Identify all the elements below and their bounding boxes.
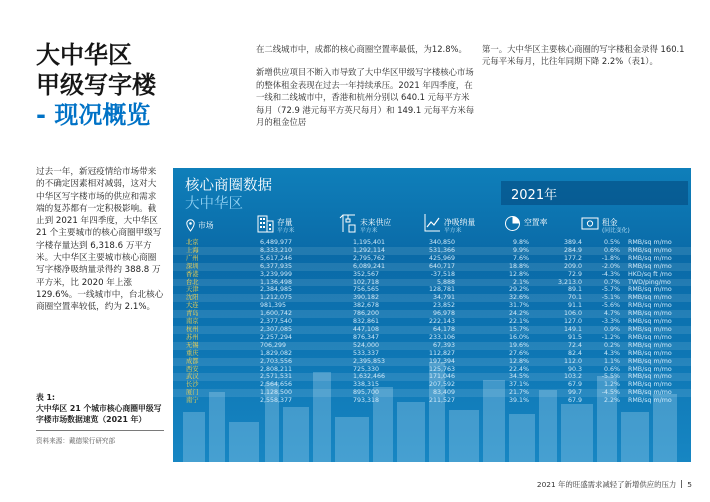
cell-rent-change: -4.3% [601, 270, 620, 278]
table-row [173, 373, 691, 381]
cell-city: 大连 [186, 302, 199, 310]
cell-supply: 895,700 [353, 389, 380, 397]
cell-stock: 2,257,294 [260, 333, 293, 341]
cell-city: 成都 [186, 357, 199, 365]
cell-rent-unit: RMB/sq m/mo [628, 357, 672, 365]
cell-stock: 6,489,977 [260, 239, 293, 246]
cell-rent-change: 4.3% [604, 349, 620, 357]
cell-rent-unit: RMB/sq m/mo [628, 302, 672, 310]
cell-supply: 533,337 [353, 349, 380, 357]
table-row [173, 381, 691, 389]
header-stock [257, 213, 294, 239]
cell-vacancy: 27.6% [508, 349, 529, 357]
cell-rent: 67.9 [567, 381, 582, 389]
cell-vacancy: 22.1% [508, 318, 529, 326]
pie-chart-icon [504, 215, 521, 232]
cell-stock: 2,571,531 [260, 373, 293, 381]
cell-absorption: 197,394 [428, 357, 455, 365]
year-banner [501, 181, 688, 205]
page-number: 5 [687, 480, 692, 489]
table-row [173, 389, 691, 397]
cell-supply: 352,567 [353, 270, 380, 278]
cell-rent-change: -5.7% [601, 286, 620, 294]
cell-rent-change: 0.5% [604, 239, 620, 246]
cell-supply: 2,795,762 [353, 254, 386, 262]
cell-city: 广州 [186, 254, 199, 262]
cell-city: 沈阳 [186, 294, 199, 302]
cell-rent: 67.9 [567, 397, 582, 405]
cell-absorption: 34,791 [432, 294, 455, 302]
intro-paragraph: 过去一年，新冠疫情给市场带来的不确定因素相对减弱，这对大中华区写字楼市场的供应和需求端的复苏都有一定积极影响。截止到 2021 年四季度，大中华区 21 个主要城市的核心商圈甲级写字楼存量达到 6,318.6 万平方米。大中华区主要城市核心商圈写字楼净吸纳量录得约 388.8 万平方米，比 2020 年上涨 129.6%。一线城市中，台北核心商圈空置率较低，约为 2.1%。 [36, 167, 164, 313]
body-column-3 [482, 43, 692, 68]
cell-rent-unit: RMB/sq m/mo [628, 349, 672, 357]
cell-absorption: 207,592 [428, 381, 455, 389]
cell-vacancy: 39.1% [508, 397, 529, 405]
table-row [173, 255, 691, 263]
cell-stock: 981,395 [260, 302, 287, 310]
cell-rent-unit: RMB/sq m/mo [628, 262, 672, 270]
table-row [173, 366, 691, 374]
header-city [186, 213, 214, 239]
cell-rent: 72.9 [567, 270, 582, 278]
cell-absorption: 64,178 [432, 325, 455, 333]
cell-vacancy: 19.6% [508, 341, 529, 349]
cell-rent: 99.7 [567, 389, 582, 397]
cell-rent-unit: RMB/sq m/mo [628, 389, 672, 397]
table-row [173, 271, 691, 279]
cell-stock: 5,617,246 [260, 254, 293, 262]
cell-supply: 338,315 [353, 381, 380, 389]
cell-rent: 91.5 [567, 333, 582, 341]
cell-stock: 2,808,211 [260, 365, 293, 373]
caption-title: 大中华区 21 个城市核心商圈甲级写字楼市场数据速览（2021 年） [36, 404, 162, 424]
cell-absorption: 112,827 [428, 349, 455, 357]
header-absorption-label: 净吸纳量 [444, 218, 476, 227]
cell-city: 武汉 [186, 373, 199, 381]
cell-stock: 2,564,656 [260, 381, 293, 389]
cell-supply: 2,395,853 [353, 357, 386, 365]
cell-rent-change: 4.7% [604, 310, 620, 318]
cell-stock: 1,128,500 [260, 389, 293, 397]
cell-supply: 524,000 [353, 341, 380, 349]
table-row [173, 318, 691, 326]
cell-supply: 1,632,466 [353, 373, 386, 381]
cell-absorption: -37,518 [430, 270, 455, 278]
cell-rent-change: 1.2% [604, 381, 620, 389]
header-supply-label: 未来供应 [360, 218, 392, 227]
cell-rent-change: -1.8% [601, 254, 620, 262]
cell-supply: 832,861 [353, 318, 380, 326]
cell-stock: 6,377,935 [260, 262, 293, 270]
cell-absorption: 211,527 [428, 397, 455, 405]
cell-rent-change: 0.9% [604, 325, 620, 333]
cell-rent-change: 0.7% [604, 278, 620, 286]
heading-line-2: 甲级写字楼 [36, 71, 156, 99]
cell-supply: 1,195,401 [353, 239, 386, 246]
cell-rent-change: -5.5% [601, 373, 620, 381]
cell-stock: 2,307,085 [260, 325, 293, 333]
cell-rent-change: -1.2% [601, 333, 620, 341]
cell-city: 无锡 [186, 341, 199, 349]
cell-rent: 106.0 [563, 310, 582, 318]
cell-rent-unit: RMB/sq m/mo [628, 365, 672, 373]
cell-absorption: 640,717 [428, 262, 455, 270]
cell-rent-unit: RMB/sq m/mo [628, 246, 672, 254]
table-body [173, 239, 691, 405]
table-row [173, 334, 691, 342]
table-row [173, 326, 691, 334]
cell-absorption: 425,969 [428, 254, 455, 262]
page-heading [36, 40, 156, 130]
table-row [173, 342, 691, 350]
cell-rent-unit: RMB/sq m/mo [628, 397, 672, 405]
money-icon [581, 215, 599, 232]
cell-rent-unit: TWD/ping/mo [628, 278, 671, 286]
cell-supply: 102,718 [353, 278, 380, 286]
cell-city: 杭州 [186, 325, 199, 333]
heading-line-1: 大中华区 [36, 41, 132, 69]
header-stock-label: 存量 [277, 218, 293, 227]
cell-vacancy: 22.4% [508, 365, 529, 373]
cell-supply: 793,318 [353, 397, 380, 405]
cell-vacancy: 29.2% [508, 286, 529, 294]
cell-rent: 284.9 [563, 246, 582, 254]
cell-rent: 103.2 [563, 373, 582, 381]
cell-rent: 91.1 [567, 302, 582, 310]
cell-absorption: 222,143 [428, 318, 455, 326]
table-row [173, 302, 691, 310]
cell-vacancy: 18.8% [508, 262, 529, 270]
header-supply-unit: 平方米 [360, 228, 378, 234]
cell-stock: 2,703,556 [260, 357, 293, 365]
table-row [173, 294, 691, 302]
cell-rent-change: 0.2% [604, 341, 620, 349]
cell-absorption: 67,393 [432, 341, 455, 349]
footer-text: 2021 年的旺盛需求减轻了新增供应的压力 [536, 480, 677, 489]
cell-rent: 89.1 [567, 286, 582, 294]
cell-vacancy: 9.9% [513, 246, 529, 254]
cell-rent-unit: RMB/sq m/mo [628, 239, 672, 246]
cell-supply: 725,330 [353, 365, 380, 373]
cell-rent: 149.1 [563, 325, 582, 333]
cell-absorption: 531,366 [428, 246, 455, 254]
trend-chart-icon [424, 213, 441, 233]
cell-city: 南京 [186, 318, 199, 326]
cell-city: 重庆 [186, 349, 199, 357]
cell-vacancy: 2.1% [513, 278, 529, 286]
cell-rent-change: -3.3% [601, 318, 620, 326]
header-rent-label: 租金 [602, 218, 618, 227]
cell-city: 香港 [186, 270, 199, 278]
cell-vacancy: 31.7% [508, 302, 529, 310]
cell-stock: 2,384,985 [260, 286, 293, 294]
cell-rent-change: -2.0% [601, 262, 620, 270]
cell-vacancy: 37.1% [508, 381, 529, 389]
cell-supply: 786,200 [353, 310, 380, 318]
cell-stock: 1,600,742 [260, 310, 293, 318]
cell-absorption: 128,781 [428, 286, 455, 294]
cell-rent-change: 1.1% [604, 357, 620, 365]
cell-rent-change: -5.6% [601, 302, 620, 310]
cell-supply: 876,347 [353, 333, 380, 341]
cell-vacancy: 12.8% [508, 357, 529, 365]
cell-stock: 8,333,210 [260, 246, 293, 254]
cell-absorption: 83,409 [432, 389, 455, 397]
cell-absorption: 96,978 [432, 310, 455, 318]
cell-supply: 382,678 [353, 302, 380, 310]
cell-rent-change: 0.6% [604, 246, 620, 254]
map-pin-icon [186, 219, 195, 232]
table-caption [36, 392, 164, 445]
page-footer [537, 479, 692, 490]
table-row [173, 397, 691, 405]
cell-rent-unit: RMB/sq m/mo [628, 294, 672, 302]
header-vacancy-label: 空置率 [524, 218, 548, 227]
cell-rent-unit: RMB/sq m/mo [628, 310, 672, 318]
cell-vacancy: 15.7% [508, 325, 529, 333]
cell-rent: 112.0 [563, 357, 582, 365]
cell-rent: 127.0 [563, 318, 582, 326]
cell-stock: 2,558,377 [260, 397, 293, 405]
cell-stock: 1,212,075 [260, 294, 293, 302]
cell-absorption: 125,763 [428, 365, 455, 373]
cell-stock: 1,136,498 [260, 278, 293, 286]
table-row [173, 286, 691, 294]
caption-source: 资料来源：戴德梁行研究部 [36, 437, 116, 445]
cell-vacancy: 12.8% [508, 270, 529, 278]
cell-stock: 3,239,999 [260, 270, 293, 278]
cell-city: 南宁 [186, 397, 199, 405]
header-supply [339, 213, 391, 239]
cell-rent: 177.2 [563, 254, 582, 262]
cell-city: 苏州 [186, 333, 199, 341]
caption-divider [36, 430, 164, 431]
panel-subtitle: 大中华区 [185, 196, 243, 212]
cell-rent-change: -5.1% [601, 294, 620, 302]
table-row [173, 247, 691, 255]
cell-city: 上海 [186, 246, 199, 254]
cell-rent-unit: RMB/sq m/mo [628, 333, 672, 341]
header-rent-unit: (同比变化) [602, 228, 630, 234]
cell-rent-unit: RMB/sq m/mo [628, 286, 672, 294]
cell-rent: 90.3 [567, 365, 582, 373]
body-column-2 [256, 43, 476, 139]
caption-label: 表 1: [36, 393, 56, 402]
data-panel [173, 168, 691, 462]
header-city-label: 市场 [198, 221, 214, 230]
cell-rent: 82.4 [567, 349, 582, 357]
cell-vacancy: 9.8% [513, 239, 529, 246]
heading-line-3: - 现况概览 [36, 101, 151, 129]
cell-vacancy: 16.0% [508, 333, 529, 341]
panel-title: 核心商圈数据 [185, 178, 272, 194]
cell-supply: 447,108 [353, 325, 380, 333]
cell-absorption: 171,046 [428, 373, 455, 381]
cell-rent: 389.4 [563, 239, 582, 246]
cell-rent-change: -4.5% [601, 389, 620, 397]
building-icon [257, 213, 274, 233]
cell-rent-unit: RMB/sq m/mo [628, 318, 672, 326]
body-paragraph: 新增供应项目不断入市导致了大中华区甲级写字楼核心市场的整体租金表现在过去一年持续承压。2021 年四季度，在一线和二线城市中，香港和杭州分别以 640.1 元每平方米每月（72.9 港元每平方英尺每月）和 149.1 元每平方米每月的租金位居 [256, 67, 475, 128]
cell-supply: 6,089,241 [353, 262, 386, 270]
cell-city: 青岛 [186, 310, 199, 318]
cell-rent-unit: RMB/sq m/mo [628, 373, 672, 381]
cell-supply: 1,292,114 [353, 246, 386, 254]
cell-rent: 3,213.0 [557, 278, 582, 286]
cell-rent-change: 2.2% [604, 397, 620, 405]
cell-rent: 70.1 [567, 294, 582, 302]
cell-rent-change: 0.6% [604, 365, 620, 373]
header-stock-unit: 平方米 [277, 228, 295, 234]
header-vacancy [504, 213, 547, 239]
cell-rent: 72.4 [567, 341, 582, 349]
cell-supply: 756,565 [353, 286, 380, 294]
cell-stock: 1,829,082 [260, 349, 293, 357]
table-row [173, 263, 691, 271]
cell-vacancy: 34.5% [508, 373, 529, 381]
cell-absorption: 233,106 [428, 333, 455, 341]
table-row [173, 350, 691, 358]
cell-rent-unit: RMB/sq m/mo [628, 325, 672, 333]
table-header [173, 213, 691, 239]
cell-stock: 706,299 [260, 341, 287, 349]
cell-city: 厦门 [186, 389, 199, 397]
header-rent [581, 213, 630, 239]
cell-city: 西安 [186, 365, 199, 373]
cell-supply: 390,182 [353, 294, 380, 302]
body-paragraph: 第一。大中华区主要核心商圈的写字楼租金录得 160.1 元每平米每月，比往年同期下降 2.2%（表1）。 [482, 44, 685, 67]
cell-absorption: 340,850 [428, 239, 455, 246]
cell-vacancy: 24.2% [508, 310, 529, 318]
cell-city: 长沙 [186, 381, 199, 389]
cell-rent: 209.0 [563, 262, 582, 270]
cell-rent-unit: RMB/sq m/mo [628, 254, 672, 262]
cell-stock: 2,377,540 [260, 318, 293, 326]
cell-city: 天津 [186, 286, 199, 294]
cell-city: 台北 [186, 278, 199, 286]
cell-absorption: 23,852 [432, 302, 455, 310]
cell-rent-unit: RMB/sq m/mo [628, 341, 672, 349]
year-label: 2021年 [511, 188, 558, 203]
crane-icon [339, 213, 357, 233]
cell-rent-unit: RMB/sq m/mo [628, 381, 672, 389]
cell-absorption: 5,888 [436, 278, 455, 286]
table-row [173, 358, 691, 366]
cell-vacancy: 21.7% [508, 389, 529, 397]
cell-rent-unit: HKD/sq ft /mo [628, 270, 672, 278]
table-row [173, 279, 691, 287]
header-absorption-unit: 平方米 [444, 228, 462, 234]
table-row [173, 239, 691, 247]
table-row [173, 310, 691, 318]
body-paragraph: 在二线城市中，成都的核心商圈空置率最低，为12.8%。 [256, 44, 467, 54]
cell-vacancy: 7.6% [513, 254, 529, 262]
cell-vacancy: 32.6% [508, 294, 529, 302]
cell-city: 深圳 [186, 262, 199, 270]
cell-city: 北京 [186, 239, 199, 246]
header-absorption [424, 213, 475, 239]
footer-divider [681, 480, 682, 488]
